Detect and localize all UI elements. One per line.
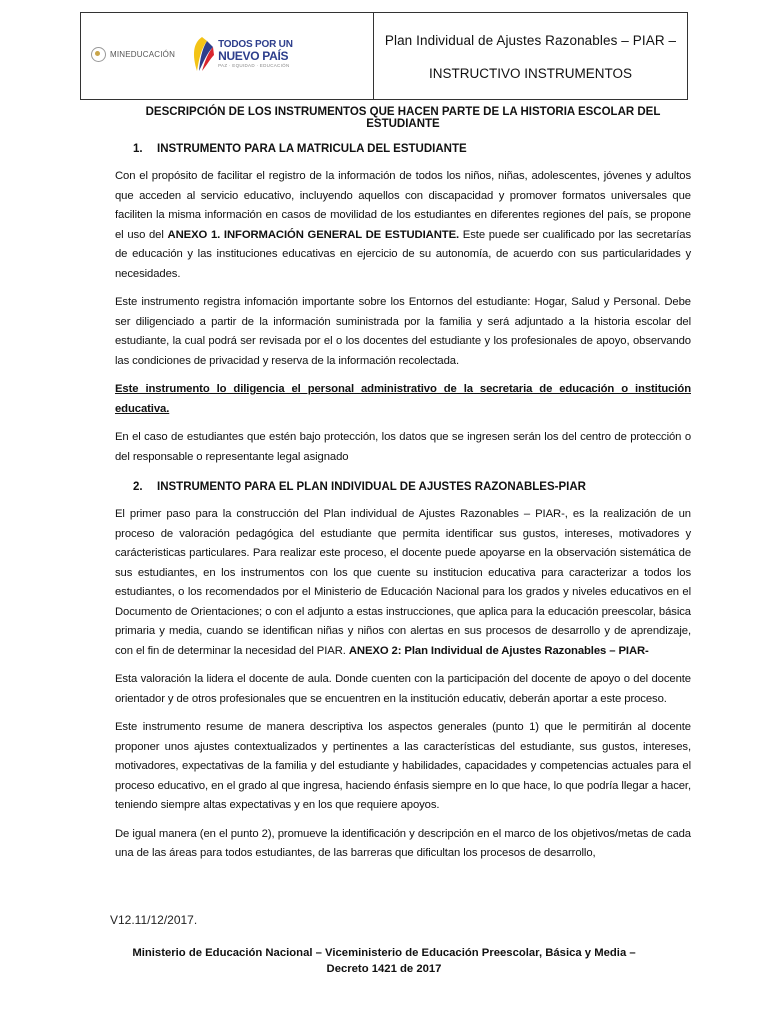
document-header bbox=[80, 12, 688, 100]
section-1-paragraph-2: Este instrumento registra infomación importante sobre los Entornos del estudiante: Hogar, Salud y Personal. Debe ser diligenciado a partir de la información suministrada por la familia y será adjuntado a la historia escolar del estudiante, la cual podrá ser revisada por el o los docentes del estudiante y los profesionales de apoyo, observando las condiciones de privacidad y reserva de la información recolectada. bbox=[115, 296, 691, 367]
page-footer: Ministerio de Educación Nacional – Viceministerio de Educación Preescolar, Básica y Media – Decreto 1421 de 2017 bbox=[132, 947, 636, 975]
section-1-notice: Este instrumento lo diligencia el personal administrativo de la secretaria de educación o institución educativa. bbox=[115, 383, 691, 415]
paragraph-text: El primer paso para la construcción del Plan individual de Ajustes Razonables – PIAR-, es la realización de un proceso de valoración pedagógica del estudiante que permita identificar sus gustos, intereses, motivadores y carácteristicas particulares. Para realizar este proceso, el docente puede apoyarse en la observación sistemática de sus estudiantes, en los instrumentos con los que cuente su institucion educativa para caracterizar a todos los estudiantes, o los recomendados por el Ministerio de Educación Nacional para los grados y niveles educativos en el Documento de Orientaciones; o con el adjunto a estas instrucciones, que aplica para la educación preescolar, básica primaria y media, cuando se identifican niñas y niños con alertas en sus procesos de desarrollo y de aprendizaje, con el fin de determinar la necesidad del PIAR. bbox=[115, 508, 691, 657]
section-2-paragraph-4: De igual manera (en el punto 2), promueve la identificación y descripción en el marco de los objetivos/metas de cada una de las áreas para todos estudiantes, de las barreras que dificultan los procesos de desarrollo, bbox=[115, 827, 691, 859]
colombia-flag-swoosh-icon bbox=[189, 35, 215, 73]
version-label: V12.11/12/2017. bbox=[110, 913, 198, 927]
section-2-heading bbox=[133, 481, 691, 493]
anexo-1-reference: ANEXO 1. INFORMACIÓN GENERAL DE ESTUDIANTE. bbox=[167, 228, 460, 241]
logo-text-line3: PAZ · EQUIDAD · EDUCACIÓN bbox=[218, 62, 290, 68]
section-2-title: INSTRUMENTO PARA EL PLAN INDIVIDUAL DE AJUSTES RAZONABLES-PIAR bbox=[157, 481, 586, 493]
paragraph-text: Este puede ser cualificado por las secretarías de educación y las instituciones educativas en ejercicio de su autonomía, de acuerdo con sus particularidades y necesidades. bbox=[115, 228, 691, 280]
document-title: Plan Individual de Ajustes Razonables – PIAR – bbox=[384, 33, 677, 48]
title-area bbox=[374, 13, 687, 99]
colombia-seal-icon bbox=[91, 47, 106, 62]
document-body bbox=[115, 106, 691, 873]
section-1-paragraph-4: En el caso de estudiantes que estén bajo protección, los datos que se ingresen serán los del centro de protección o del responsable o representante legal asignado bbox=[115, 431, 691, 463]
section-2-paragraph-3: Este instrumento resume de manera descriptiva los aspectos generales (punto 1) que le permitirán al docente proponer unos ajustes contextualizados y pertinentes a las características del estudiante, sus gustos, intereses, motivadores, expectativas de la familia y del estudiante y habilidades, capacidades y competencias actuales para el proceso educativo, en el grado al que ingresa, haciendo énfasis siempre en lo que hace, lo que podría llegar a hacer, teniendo siempre altas expectativas y en los que requiere apoyos. bbox=[115, 721, 691, 811]
section-1-heading bbox=[133, 143, 691, 155]
anexo-2-reference: ANEXO 2: Plan Individual de Ajustes Razonables – PIAR- bbox=[348, 644, 649, 657]
logos bbox=[91, 35, 293, 73]
section-1-number: 1. bbox=[133, 143, 143, 155]
logo-text-line2: NUEVO PAÍS bbox=[218, 48, 289, 63]
section-2-number: 2. bbox=[133, 481, 143, 493]
section-2-paragraph-1 bbox=[115, 505, 691, 661]
todos-por-un-nuevo-pais-logo bbox=[189, 35, 293, 73]
logo-area bbox=[81, 13, 374, 99]
logo-text-line1: TODOS POR UN bbox=[218, 38, 293, 50]
document-subtitle: INSTRUCTIVO INSTRUMENTOS bbox=[428, 66, 632, 81]
mineducacion-logo: MINEDUCACIÓN bbox=[110, 49, 176, 59]
section-1-paragraph-1 bbox=[115, 167, 691, 284]
main-heading: DESCRIPCIÓN DE LOS INSTRUMENTOS QUE HACEN PARTE DE LA HISTORIA ESCOLAR DEL ESTUDIANTE bbox=[145, 106, 661, 130]
section-1-title: INSTRUMENTO PARA LA MATRICULA DEL ESTUDIANTE bbox=[157, 143, 467, 155]
section-2-paragraph-2: Esta valoración la lidera el docente de aula. Donde cuenten con la participación del docente de apoyo o del docente orientador y de otros profesionales que se encuentren en la institución educativ, deberán aportar a este proceso. bbox=[115, 673, 691, 705]
paragraph-text: Con el propósito de facilitar el registro de la información de todos los niños, niñas, adolescentes, jóvenes y adultos que acceden al servicio educativo, incluyendo aquellos con discapacidad y promover formatos universales que faciliten la misma información en casos de movilidad de los estudiantes en diferentes regiones del país, se propone el uso del bbox=[115, 170, 691, 241]
